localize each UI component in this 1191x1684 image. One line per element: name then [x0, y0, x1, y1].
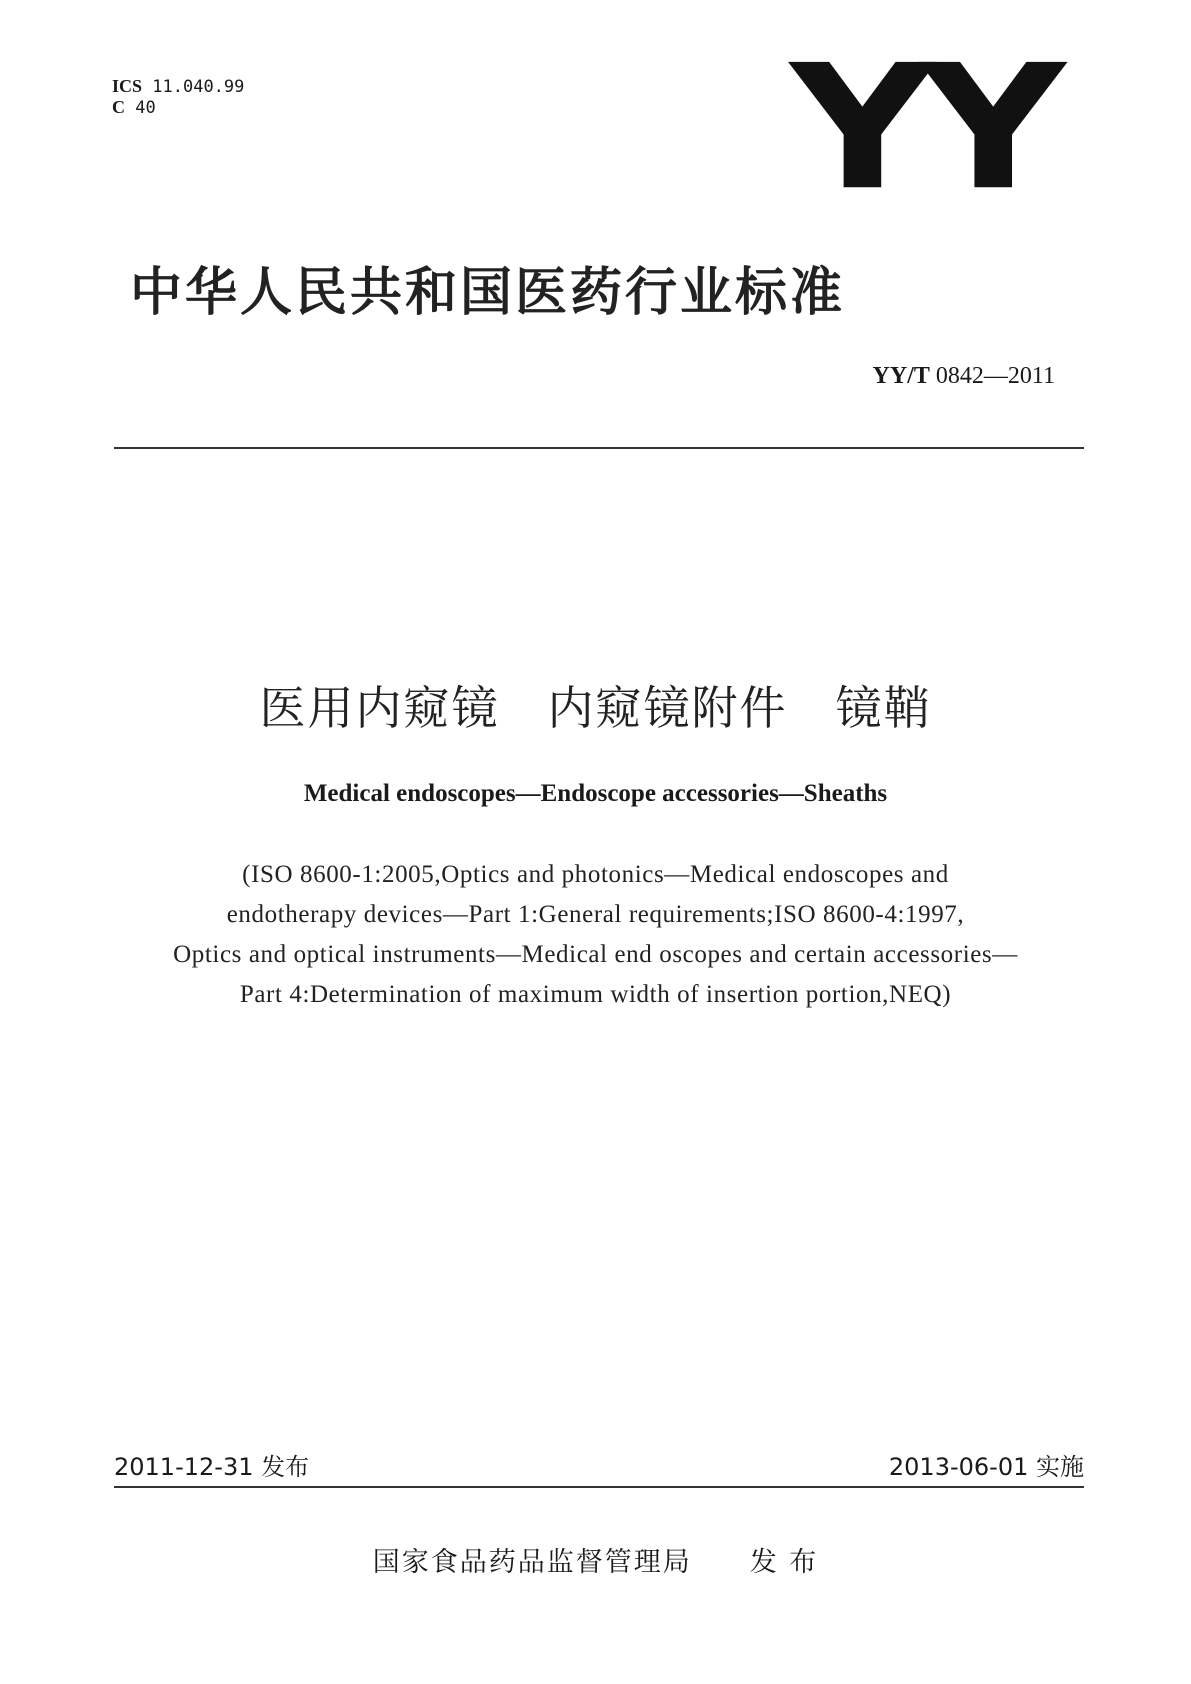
ccs-code: 40: [135, 98, 156, 118]
ics-label: ICS: [112, 76, 143, 96]
ccs-line: [112, 97, 244, 118]
ccs-label: C: [112, 97, 125, 117]
standard-number: [873, 363, 1055, 390]
ics-code: 11.040.99: [152, 77, 245, 97]
implementation-date: 2013-06-01 实施: [888, 1453, 1084, 1481]
reference-line: Optics and optical instruments—Medical end oscopes and certain accessories—: [173, 941, 1018, 968]
standard-category-title: 中华人民共和国医药行业标准: [130, 263, 846, 323]
reference-line: endotherapy devices—Part 1:General requirements;ISO 8600-4:1997,: [226, 901, 965, 928]
reference-line: Part 4:Determination of maximum width of insertion portion,NEQ): [239, 981, 952, 1008]
yy-logo: YY: [790, 28, 1052, 229]
document-title-cn: 医用内窥镜 内窥镜附件 镜鞘: [259, 681, 932, 735]
bottom-divider: [114, 1486, 1084, 1488]
top-divider: [114, 447, 1084, 449]
publisher: 国家食品药品监督管理局 发 布: [372, 1547, 819, 1578]
reference-standards: [100, 855, 1091, 1015]
reference-line: (ISO 8600-1:2005,Optics and photonics—Medical endoscopes and: [242, 861, 949, 888]
issue-date: 2011-12-31 发布: [114, 1453, 310, 1481]
document-title-en: Medical endoscopes—Endoscope accessories—Sheaths: [303, 780, 888, 807]
ics-classification: [112, 76, 244, 118]
standard-number-value: 0842—2011: [935, 363, 1055, 389]
standard-number-prefix: YY/T: [872, 363, 930, 389]
ics-line: [112, 76, 244, 97]
